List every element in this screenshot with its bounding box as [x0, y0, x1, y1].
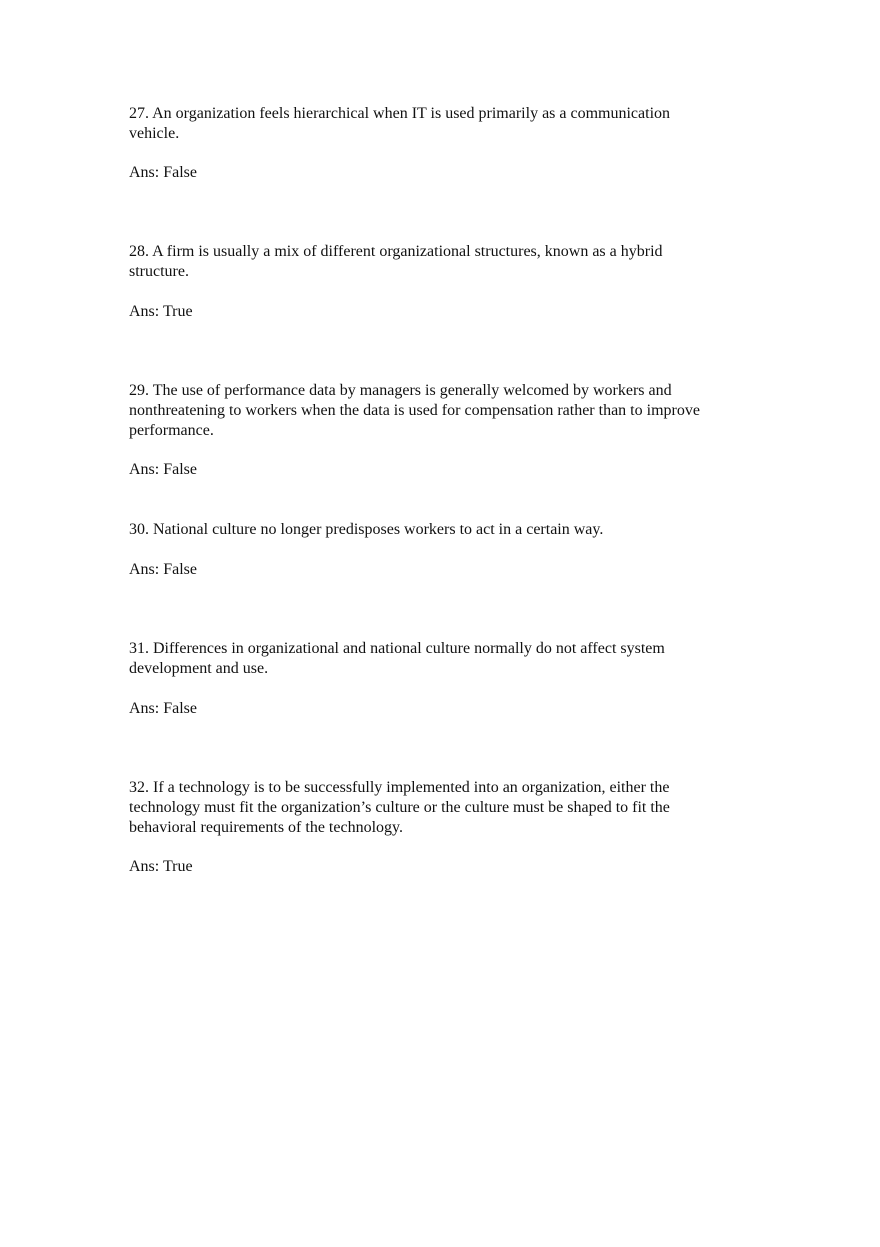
question-line: 27. An organization feels hierarchical when IT is used primarily as a communication — [129, 105, 671, 122]
question-line: 29. The use of performance data by managers is generally welcomed by workers and — [129, 382, 672, 399]
question-line: 31. Differences in organizational and national culture normally do not affect system — [129, 640, 665, 657]
question-line: behavioral requirements of the technology. — [129, 819, 403, 836]
question-line: structure. — [129, 263, 189, 280]
question-line: vehicle. — [129, 125, 180, 142]
question-29 — [129, 381, 769, 441]
question-27 — [129, 104, 769, 144]
question-line: technology must fit the organization’s culture or the culture must be shaped to fit the — [129, 799, 670, 816]
question-line: 32. If a technology is to be successfully implemented into an organization, either the — [129, 779, 670, 796]
question-31 — [129, 639, 769, 679]
question-line: 28. A firm is usually a mix of different organizational structures, known as a hybrid — [129, 243, 663, 260]
question-line: 30. National culture no longer predisposes workers to act in a certain way. — [129, 521, 604, 538]
answer-32: Ans: True — [129, 858, 193, 875]
question-line: development and use. — [129, 660, 269, 677]
question-line: nonthreatening to workers when the data is used for compensation rather than to improve — [129, 402, 700, 419]
answer-31: Ans: False — [129, 700, 197, 717]
question-28 — [129, 242, 769, 282]
question-line: performance. — [129, 422, 214, 439]
answer-29: Ans: False — [129, 461, 197, 478]
answer-30: Ans: False — [129, 561, 197, 578]
answer-27: Ans: False — [129, 164, 197, 181]
question-32 — [129, 778, 769, 838]
answer-28: Ans: True — [129, 303, 193, 320]
question-30 — [129, 520, 769, 540]
